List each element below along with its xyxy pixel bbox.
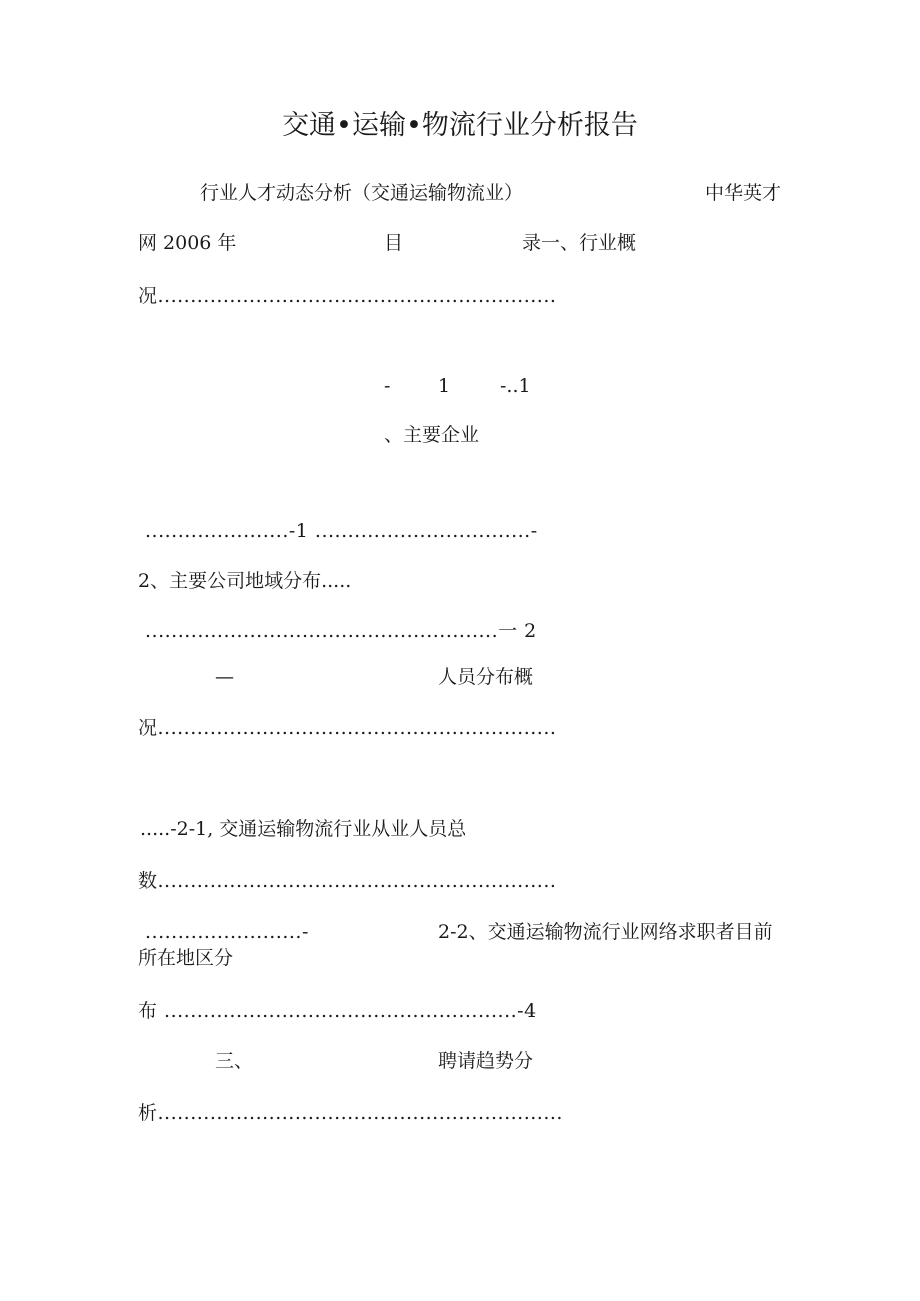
toc-staff-distribution: 人员分布概 — [438, 666, 534, 688]
toc-line-overview: 况............................................................. — [138, 717, 557, 739]
org-name-part1: 中华英才 — [705, 182, 782, 204]
toc-line-analysis: 析.............................................................. — [138, 1102, 563, 1124]
toc-dots-line: ........................- — [145, 921, 309, 943]
toc-page-ref: -..1 — [500, 375, 531, 397]
toc-dash: - — [384, 375, 391, 397]
subtitle: 行业人才动态分析（交通运输物流业） — [200, 182, 524, 204]
toc-dash: — — [215, 666, 234, 688]
toc-line-overview: 况............................................................. — [138, 285, 557, 307]
toc-company-region: 2、主要公司地域分布..... — [138, 570, 352, 592]
toc-section-three: 三、 — [215, 1050, 254, 1072]
org-name-part2: 网 2006 年 — [138, 232, 237, 254]
toc-heading-lu: 录一、行业概 — [522, 232, 637, 254]
document-title: 交通•运输•物流行业分析报告 — [282, 110, 638, 141]
toc-staff-total: .....-2-1, 交通运输物流行业从业人员总 — [140, 818, 467, 840]
toc-dots-line: ......................-1 .................................- — [145, 520, 538, 542]
toc-line-count: 数............................................................. — [138, 870, 557, 892]
toc-page-number: 1 — [438, 375, 451, 397]
toc-region-continued: 所在地区分 — [138, 947, 234, 969]
toc-job-seekers: 2-2、交通运输物流行业网络求职者目前 — [438, 921, 773, 943]
toc-hiring-trend: 聘请趋势分 — [438, 1050, 534, 1072]
toc-dots-line: ......................................................一 2 — [145, 620, 537, 642]
toc-line-distribution: 布 ......................................................-4 — [138, 1000, 537, 1022]
toc-heading-mu: 目 — [384, 232, 404, 254]
toc-main-companies: 、主要企业 — [384, 424, 480, 446]
